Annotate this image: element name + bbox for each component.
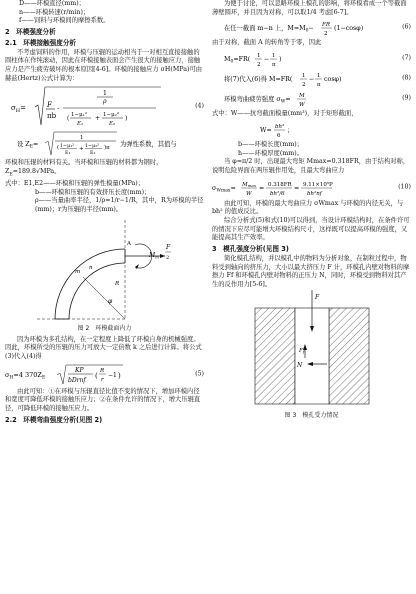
section-3-heading: 3 模孔强度分析(见图 3) (212, 245, 289, 254)
svg-text:bDrnf: bDrnf (68, 376, 86, 384)
svg-text:)π: )π (104, 145, 110, 152)
svg-text:E₂: E₂ (109, 121, 116, 128)
svg-text:设 ZE=: 设 $Z_E=$ (17, 141, 39, 150)
svg-text:): ) (118, 371, 121, 380)
equation-6 (212, 19, 411, 37)
svg-text:cosφ): cosφ) (324, 76, 342, 84)
section-modulus-formula (212, 121, 411, 139)
svg-text:W=: W= (260, 126, 272, 134)
svg-text:σWmax=: $\sigma_{Wmax}=$ (212, 184, 236, 194)
svg-text:(1−cosφ): (1−cosφ) (334, 25, 364, 33)
svg-text:1−μ₁²: 1−μ₁² (60, 144, 75, 150)
svg-text:M0=FR(: $M_0=FR$( (224, 56, 251, 65)
svg-text:π: π (272, 62, 276, 69)
figure-3-die-hole-force-diagram (237, 290, 387, 410)
para-design-advice: 综合分析式(5)和式(10)可以得到，当设计环模结构时，在条件许可的情况下应尽可能增大环模结构尺寸，这样既可以提高环模的强度，又能提高其生产效率。 (212, 217, 410, 242)
svg-text:+: + (95, 115, 101, 123)
equation-8-number: (8) (402, 74, 411, 82)
svg-text:2: 2 (324, 31, 328, 38)
svg-text:(: ( (67, 115, 70, 123)
svg-text:R: R (100, 367, 105, 374)
svg-text:(: ( (57, 145, 60, 152)
svg-text:=: = (294, 184, 300, 192)
svg-text:π: π (317, 82, 321, 89)
svg-text:φ: φ (107, 297, 112, 305)
svg-text:1: 1 (272, 53, 276, 60)
equation-10-number: (10) (398, 183, 411, 191)
def-n: n——环模转速(r/min)； (19, 8, 90, 16)
svg-text:·: · (57, 105, 60, 114)
svg-text:bh²/6: bh²/6 (270, 190, 285, 197)
elastic-coefficient-formula (5, 131, 204, 157)
section-2-1-heading: 2.1 环模接触强度分析 (5, 38, 77, 47)
svg-text:E₁: E₁ (65, 151, 71, 157)
svg-text:1: 1 (103, 90, 107, 98)
svg-text:(: ( (95, 371, 98, 380)
equation-8-formula (212, 70, 382, 88)
equation-4-formula (11, 85, 181, 129)
para-symmetry: 由于对称，截面 A 的转角等于零，因此 (212, 39, 322, 47)
def-b: b——环模和压辊的有效挤压长度(mm)； (35, 188, 151, 196)
svg-text:r: r (101, 376, 104, 383)
def-b-length: b——环模长度(mm)； (238, 140, 303, 148)
figure-3-caption: 图 3 模孔受力情况 (284, 411, 339, 419)
svg-text:−: − (309, 76, 315, 84)
para-thin-ring: 为便于讨论，可以忽略环模上模孔的影响，将环模看成一个等截面薄壁圆环，并且因为对称，可以取1/4 考虑[6-7]。 (212, 0, 407, 16)
equation-9 (212, 90, 411, 108)
svg-text:N: N (296, 361, 302, 369)
equation-5 (5, 364, 204, 386)
svg-text:2: 2 (257, 62, 261, 69)
figure-2-caption: 图 2 环模截面内力 (77, 324, 132, 332)
svg-text:M: M (299, 93, 305, 100)
svg-text:−1: −1 (108, 371, 117, 379)
svg-text:在任一截面 m−n 上，M=M0−: 在任一截面 m−n 上，$M=M_0-$ (224, 25, 314, 34)
svg-text:bh²nf: bh²nf (307, 190, 322, 197)
svg-text:为弹性系数，其值与: 为弹性系数，其值与 (120, 141, 177, 149)
svg-text:将(7)代入(6)得 M=FR(: 将(7)代入(6)得 M=FR( (224, 76, 293, 84)
svg-text:1: 1 (317, 73, 321, 80)
svg-text:πb: πb (47, 112, 57, 121)
svg-text:E₁: E₁ (77, 121, 84, 128)
equation-9-formula (212, 90, 362, 108)
svg-text:A: A (126, 240, 131, 247)
svg-text:Mmax: Mmax (242, 181, 257, 188)
svg-text:+: + (79, 146, 84, 153)
svg-text:1−μ₂²: 1−μ₂² (85, 144, 100, 150)
def-W: 式中：W——抗弯截面模量(mm³)，对于矩形截面， (212, 110, 358, 118)
equation-6-formula (212, 19, 397, 37)
svg-text:F: F (47, 101, 52, 110)
svg-text:1−μ₂²: 1−μ₂² (103, 112, 120, 119)
svg-text:m: m (74, 268, 80, 275)
equation-4-number: (4) (195, 102, 204, 110)
equation-7 (212, 50, 411, 68)
def-f: f——饲料与环模间的摩擦系数。 (19, 17, 110, 25)
equation-4 (5, 85, 204, 129)
def-rho: ρ——当量曲率半径，1/ρ=1/r−1/R，其中，R为环模的半径(mm)；r为压辊的半径(mm)。 (35, 197, 204, 214)
section-2-heading: 2 环模强度分析 (5, 28, 56, 37)
section-2-2-heading: 2.2 环模弯曲强度分析(见图 2) (5, 415, 103, 424)
svg-text:R: R (114, 280, 119, 287)
svg-text:FR: FR (322, 22, 330, 29)
section-modulus-svg (212, 121, 362, 139)
equation-7-number: (7) (402, 54, 411, 62)
equation-9-number: (9) (402, 94, 411, 102)
svg-text:σH=4 370ZE: $\sigma_H=4$ $370Z_E$ (5, 370, 46, 381)
svg-text:1: 1 (80, 135, 84, 142)
def-E: 式中：E1,E2——环模和压辊的弹性模量(MPa)； (5, 179, 145, 187)
figure-2-ring-section-diagram (15, 215, 195, 323)
svg-text:−: − (264, 56, 270, 64)
svg-text:9.11×10⁵P: 9.11×10⁵P (303, 181, 333, 188)
svg-text:1: 1 (302, 73, 306, 80)
para-conclusion-contact: 由此可知：①在环模与压辊直径比值不变的情况下，增加环模内径和宽度可降低环模的接触压应力；②在条件允许的情况下，增大压辊直径，可降低环模的接触压应力。 (5, 387, 201, 413)
svg-text:W: W (299, 102, 305, 109)
svg-text:KP: KP (75, 366, 84, 374)
para-max-moment: 当 φ=π/2 时，出现最大弯矩 Mmax=0.318FR，由于结构对称，说明危险界面在两压辊作用处，且最大弯曲应力 (212, 158, 410, 174)
svg-text:W: W (246, 190, 252, 197)
para-elastic-coef: 环模和压辊的材料有关。当环模和压辊的材料都为钢时，$Z_E=189.8√MPa$。 (5, 159, 163, 178)
equation-10 (212, 178, 411, 198)
svg-text:2: 2 (302, 82, 306, 89)
equation-5-formula (5, 364, 155, 386)
right-column (212, 0, 411, 422)
svg-text:): ) (125, 115, 128, 123)
svg-text:2: 2 (165, 254, 169, 261)
svg-text:ρ: ρ (103, 98, 107, 106)
para-conclusion-bending: 由此可知，环模的最大弯曲应力 σWmax 与环模的内径无关，与 bh² 的值成反比。 (212, 199, 404, 216)
svg-text:1: 1 (257, 53, 261, 60)
equation-8 (212, 70, 411, 88)
svg-text:；: ； (287, 126, 294, 134)
para-porous-structure: 因为环模为多孔结构，在一定程度上降低了环模自身的机械强度。因此，环模所受的压辊的压力可放大一定倍数 k 之后进行计算。将公式(3)代入(4)得 (5, 335, 202, 360)
svg-text:0.318FR: 0.318FR (268, 181, 292, 188)
svg-text:bh²: bh² (275, 123, 285, 130)
equation-10-formula (212, 178, 387, 198)
svg-text:σH=: $\sigma_H=$ (11, 104, 27, 115)
para-contact-stress: 不考虑饲料的作用，环模与压辊的运动相当于一对相互直接接触的圆柱体在作纯滚动，因此在环模接触表面会产生很大的接触应力，接触应力是产生疲劳破坏的根本原因[4-6]。环模的接触应力 σH(MPa)可由赫兹(Hertz)公式计算为： (5, 48, 203, 82)
svg-text:环模弯曲疲劳强度 σW=: 环模弯曲疲劳强度 $\sigma_W=$ (224, 96, 291, 105)
para-die-hole: 简化模孔结构，并以模孔中的物料为分析对象，在制粒过程中，物料受到轴向的挤压力，大小以最大挤压力 F 计，环模孔内壁对物料的摩擦力 Ff 和环模孔内壁对物料的正压力 N，同时，环模受到物料对其产生的反作用力[5-6]。 (212, 254, 410, 288)
svg-text:=: = (259, 184, 265, 192)
svg-text:): ) (279, 56, 282, 64)
svg-text:1−μ₁²: 1−μ₁² (71, 112, 88, 119)
left-column (5, 0, 204, 425)
equation-5-number: (5) (195, 370, 204, 378)
svg-text:E₂: E₂ (90, 151, 96, 157)
elastic-coefficient-block (5, 131, 204, 157)
equation-7-formula (212, 50, 362, 68)
equation-6-number: (6) (402, 24, 411, 32)
svg-text:F: F (165, 243, 170, 251)
svg-text:Mm: $M_m$ (148, 251, 159, 260)
svg-text:n: n (88, 264, 93, 271)
svg-text:Ff: Ff (298, 347, 304, 354)
svg-text:F: F (314, 293, 319, 301)
svg-text:6: 6 (277, 132, 281, 139)
def-D: D——环模直径(mm)； (19, 0, 85, 7)
def-h-thickness: h——环模厚度(mm)。 (238, 149, 303, 157)
